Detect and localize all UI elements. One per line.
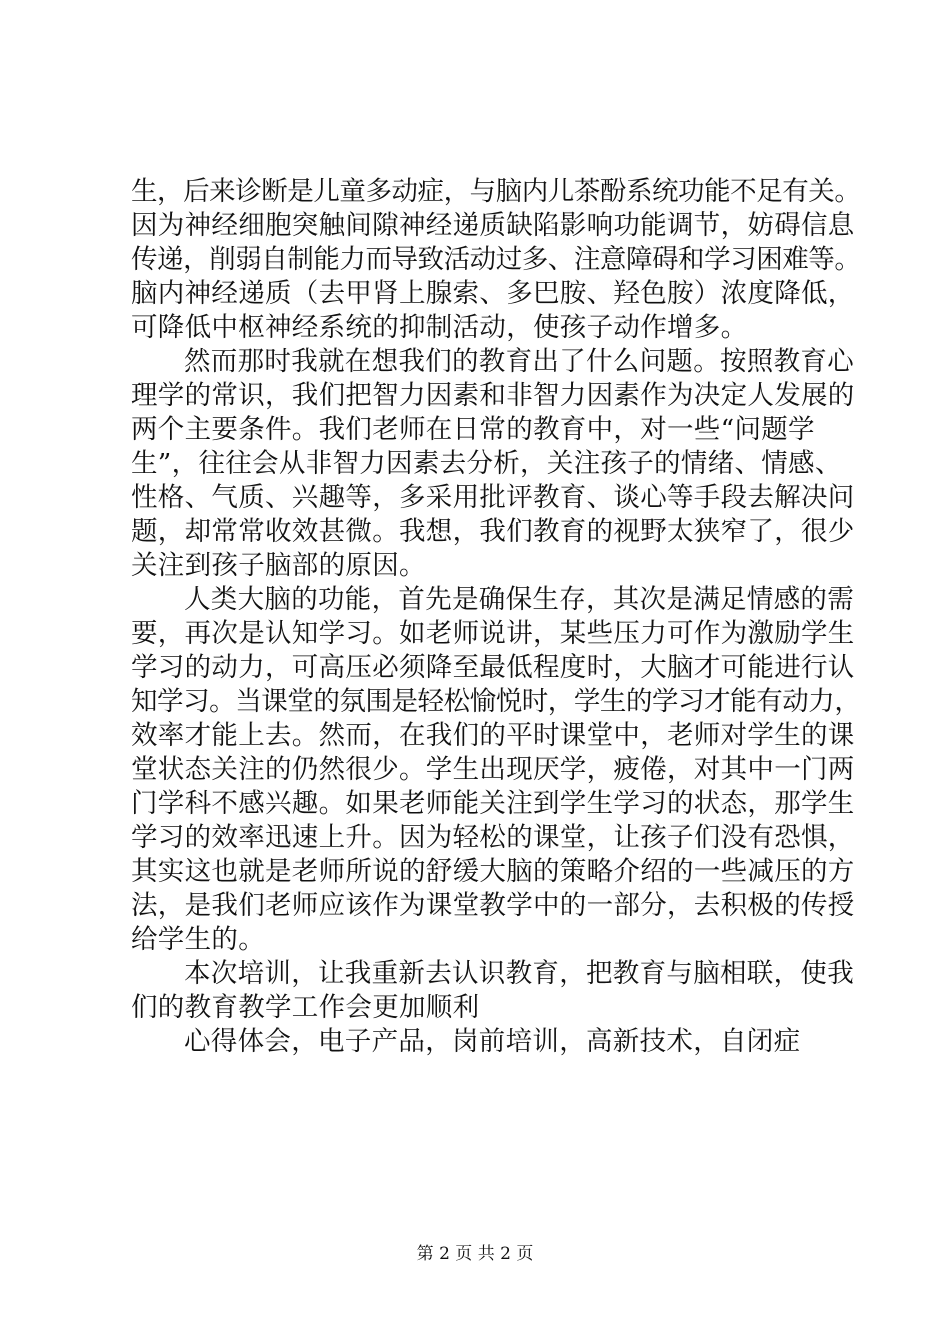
text-line: 堂状态关注的仍然很少。学生出现厌学，疲倦，对其中一门两 xyxy=(131,754,855,785)
text-line: 要，再次是认知学习。如老师说讲，某些压力可作为激励学生 xyxy=(131,618,855,649)
text-line: 因为神经细胞突触间隙神经递质缺陷影响功能调节，妨碍信息 xyxy=(131,210,855,241)
text-line: 题，却常常收效甚微。我想，我们教育的视野太狭窄了，很少 xyxy=(131,516,855,547)
paragraph-first-line: 人类大脑的功能，首先是确保生存，其次是满足情感的需 xyxy=(184,584,854,615)
text-line: 生”，往往会从非智力因素去分析，关注孩子的情绪、情感、 xyxy=(131,448,842,479)
text-line: 学习的效率迅速上升。因为轻松的课堂，让孩子们没有恐惧， xyxy=(131,822,855,853)
text-line: 两个主要条件。我们老师在日常的教育中，对一些“问题学 xyxy=(131,414,815,445)
text-line: 其实这也就是老师所说的舒缓大脑的策略介绍的一些减压的方 xyxy=(131,856,855,887)
page-number: 第 2 页 共 2 页 xyxy=(416,1244,534,1264)
text-line: 学习的动力，可高压必须降至最低程度时，大脑才可能进行认 xyxy=(131,652,855,683)
text-line: 关注到孩子脑部的原因。 xyxy=(131,550,426,581)
paragraph-first-line: 本次培训，让我重新去认识教育，把教育与脑相联，使我 xyxy=(184,958,854,989)
text-line: 脑内神经递质（去甲肾上腺索、多巴胺、羟色胺）浓度降低， xyxy=(131,278,855,309)
text-line: 知学习。当课堂的氛围是轻松愉悦时，学生的学习才能有动力， xyxy=(131,686,861,717)
text-line: 效率才能上去。然而，在我们的平时课堂中，老师对学生的课 xyxy=(131,720,855,751)
text-line: 法，是我们老师应该作为课堂教学中的一部分，去积极的传授 xyxy=(131,890,855,921)
paragraph-first-line: 然而那时我就在想我们的教育出了什么问题。按照教育心 xyxy=(184,346,854,377)
text-line: 给学生的。 xyxy=(131,924,265,955)
text-line: 生，后来诊断是儿童多动症，与脑内儿茶酚系统功能不足有关。 xyxy=(131,176,861,207)
text-line: 们的教育教学工作会更加顺利 xyxy=(131,992,480,1023)
text-line: 门学科不感兴趣。如果老师能关注到学生学习的状态，那学生 xyxy=(131,788,855,819)
text-line: 可降低中枢神经系统的抑制活动，使孩子动作增多。 xyxy=(131,312,748,343)
keywords-line: 心得体会，电子产品，岗前培训，高新技术，自闭症 xyxy=(184,1026,801,1057)
text-line: 性格、气质、兴趣等，多采用批评教育、谈心等手段去解决问 xyxy=(131,482,855,513)
text-line: 传递，削弱自制能力而导致活动过多、注意障碍和学习困难等。 xyxy=(131,244,861,275)
text-line: 理学的常识，我们把智力因素和非智力因素作为决定人发展的 xyxy=(131,380,855,411)
